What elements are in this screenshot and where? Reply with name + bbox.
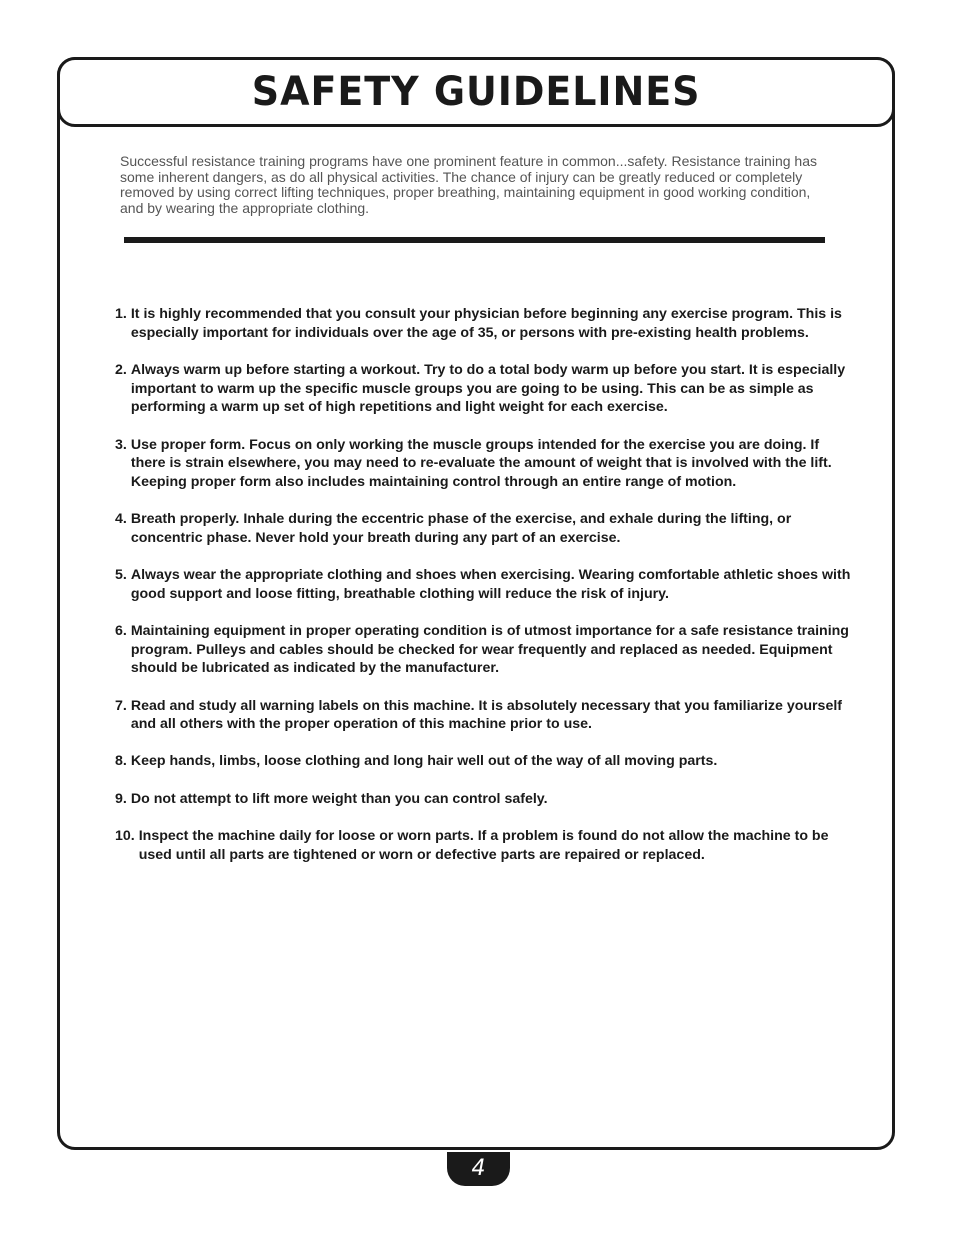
guideline-text: Always warm up before starting a workout. Try to do a total body warm up before you start. It is especially important to warm up the specific muscle groups you are going to be using. This can be as simple as performing a warm up set of high repetitions and light weight for each exercise. (130, 361, 846, 416)
intro-paragraph: Successful resistance training programs have one prominent feature in common...safety. Resistance training has some inherent dangers, as do all physical activities. The chance of injury can be greatly reduced or completely removed by using correct lifting techniques, proper breathing, maintaining equipment in good working condition, and by wearing the appropriate clothing. (120, 153, 817, 216)
guideline-number: 1. (115, 306, 127, 322)
guideline-item (115, 566, 855, 603)
guideline-text: Read and study all warning labels on this machine. It is absolutely necessary that you familiarize yourself and all others with the proper operation of this machine prior to use. (130, 697, 843, 733)
section-divider (124, 237, 825, 243)
guidelines-list (115, 305, 855, 883)
guideline-item (115, 622, 855, 678)
guideline-item (115, 510, 855, 547)
guideline-number: 9. (115, 790, 127, 807)
page-number-tab (447, 1152, 510, 1186)
guideline-item (115, 436, 855, 492)
guideline-number: 2. (115, 361, 127, 378)
guideline-item (115, 697, 855, 734)
guideline-number: 4. (115, 511, 127, 528)
guideline-text: Breath properly. Inhale during the eccentric phase of the exercise, and exhale during the lifting, or concentric phase. Never hold your breath during any part of an exercise. (130, 511, 792, 546)
guideline-number: 5. (115, 567, 127, 584)
guideline-item (115, 827, 855, 864)
page-number: 4 (471, 1155, 486, 1181)
guideline-text: Maintaining equipment in proper operating condition is of utmost importance for a safe resistance training program. Pulleys and cables should be checked for wear frequently and replaced as needed. Equipment should be lubricated as indicated by the manufacturer. (130, 622, 849, 677)
page-title: SAFETY GUIDELINES (251, 69, 701, 115)
title-banner (57, 57, 895, 127)
guideline-number: 7. (115, 697, 127, 714)
guideline-text: It is highly recommended that you consult your physician before beginning any exercise program. This is especially important for individuals over the age of 35, or persons with pre-existing health problems. (130, 306, 842, 341)
guideline-text: Always wear the appropriate clothing and shoes when exercising. Wearing comfortable athletic shoes with good support and loose fitting, breathable clothing will reduce the risk of injury. (130, 567, 851, 602)
guideline-item (115, 361, 855, 417)
guideline-number: 6. (115, 622, 127, 639)
guideline-item (115, 790, 855, 809)
guideline-text: Inspect the machine daily for loose or worn parts. If a problem is found do not allow the machine to be used until all parts are tightened or worn or defective parts are repaired or replaced. (138, 827, 829, 863)
guideline-number: 8. (115, 753, 127, 770)
guideline-number: 10. (115, 827, 135, 844)
guideline-text: Do not attempt to lift more weight than you can control safely. (130, 790, 548, 807)
guideline-number: 3. (115, 436, 127, 453)
guideline-item (115, 305, 855, 342)
guideline-item (115, 752, 855, 771)
guideline-text: Use proper form. Focus on only working the muscle groups intended for the exercise you are doing. If there is strain elsewhere, you may need to re-evaluate the amount of weight that is involved with the lift. Keeping proper form also includes maintaining control through an entire range of motion. (130, 436, 832, 490)
guideline-text: Keep hands, limbs, loose clothing and long hair well out of the way of all moving parts. (130, 753, 718, 770)
